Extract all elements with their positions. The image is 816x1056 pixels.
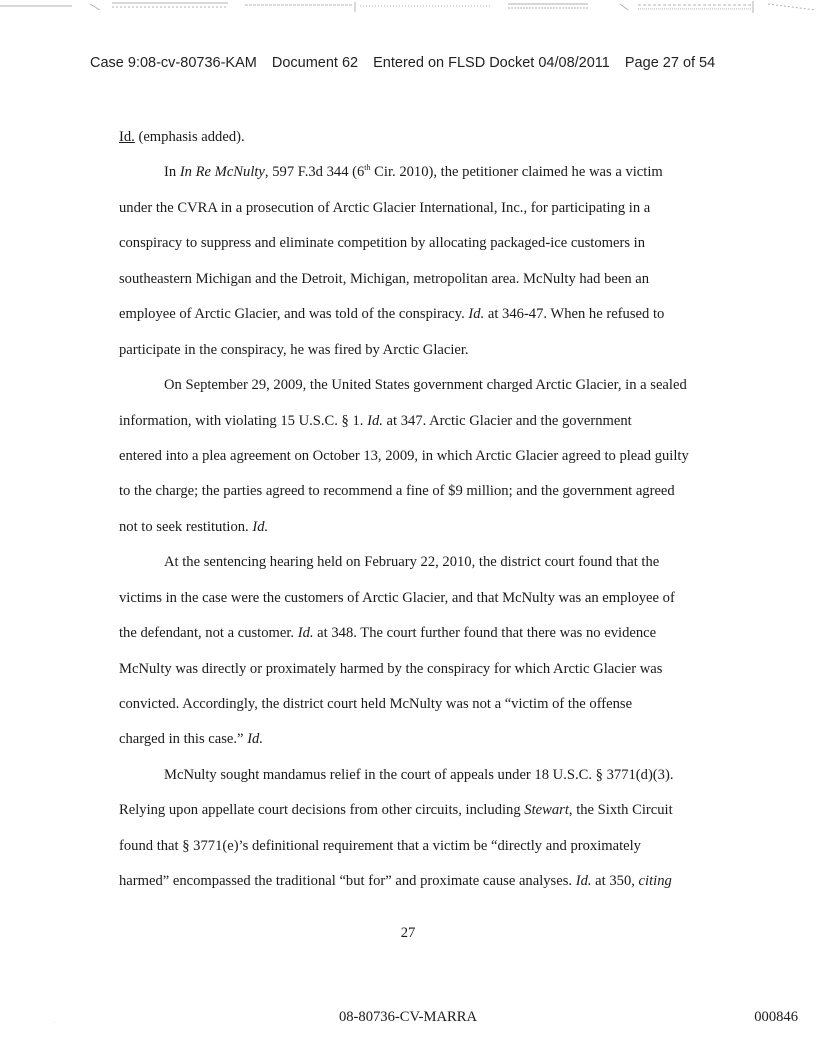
body-text	[119, 120, 709, 900]
citation-text: Id.	[247, 731, 263, 748]
text-segment: On September 29, 2009, the United States government charged Arctic Glacier, in a sealed	[164, 377, 687, 394]
text-line	[119, 581, 709, 616]
page-number: 27	[400, 925, 416, 941]
text-segment: Relying upon appellate court decisions from other circuits, including	[119, 802, 525, 819]
text-line	[119, 793, 709, 828]
text-line	[119, 652, 709, 687]
text-segment: found that § 3771(e)’s definitional requirement that a victim be “directly and proximately	[119, 837, 641, 854]
text-line	[119, 226, 709, 261]
citation-text: Id.	[468, 306, 485, 323]
text-segment: not to seek restitution.	[119, 518, 253, 535]
text-segment: the defendant, not a customer.	[119, 625, 298, 642]
text-line	[119, 333, 709, 368]
citation-text: Id.	[367, 412, 383, 429]
text-segment: at 347. Arctic Glacier and the government	[382, 412, 632, 429]
citation-text: Stewart	[524, 802, 569, 819]
text-line	[119, 155, 709, 190]
text-segment: southeastern Michigan and the Detroit, Michigan, metropolitan area. McNulty had been an	[119, 270, 650, 287]
scan-speck	[54, 1022, 55, 1023]
citation-text: citing	[638, 873, 672, 890]
docket-header	[90, 55, 750, 71]
text-segment: convicted. Accordingly, the district court held McNulty was not a “victim of the offense	[119, 696, 633, 712]
text-segment: Cir. 2010), the petitioner claimed he was a victim	[370, 164, 663, 181]
page-count: Page 27 of 54	[624, 55, 716, 71]
text-line	[119, 297, 709, 332]
text-line	[119, 439, 709, 474]
text-line	[119, 687, 709, 722]
text-segment: , 597 F.3d 344 (6	[264, 164, 365, 181]
text-segment: McNulty sought mandamus relief in the court of appeals under 18 U.S.C. § 3771(d)(3).	[164, 766, 674, 783]
text-segment: under the CVRA in a prosecution of Arctic Glacier International, Inc., for participating in a	[119, 199, 651, 216]
text-line	[119, 120, 709, 155]
text-line	[119, 616, 709, 651]
text-segment: to the charge; the parties agreed to recommend a fine of $9 million; and the government agreed	[119, 483, 675, 500]
text-segment: (emphasis added).	[134, 129, 245, 145]
text-segment: McNulty was directly or proximately harmed by the conspiracy for which Arctic Glacier was	[119, 660, 663, 677]
citation-text: Id.	[297, 625, 314, 642]
text-segment: At the sentencing hearing held on February 22, 2010, the district court found that the	[164, 554, 660, 571]
text-line	[119, 545, 709, 580]
text-segment: at 346-47. When he refused to	[484, 306, 665, 323]
scan-artifact-top	[0, 0, 816, 14]
text-segment: th	[364, 163, 371, 173]
text-line	[119, 404, 709, 439]
text-line	[119, 262, 709, 297]
text-line	[119, 722, 709, 757]
text-line	[119, 191, 709, 226]
text-segment: In	[164, 164, 180, 181]
text-segment: entered into a plea agreement on October 13, 2009, in which Arctic Glacier agreed to plead guilty	[119, 447, 689, 464]
text-line	[119, 758, 709, 793]
text-segment: employee of Arctic Glacier, and was told of the conspiracy.	[119, 306, 469, 323]
text-segment: participate in the conspiracy, he was fired by Arctic Glacier.	[119, 341, 469, 358]
text-line	[119, 864, 709, 899]
text-segment: at 348. The court further found that there was no evidence	[313, 625, 657, 642]
document-number: Document 62	[271, 55, 359, 71]
citation-text: Id.	[119, 129, 135, 145]
footer-bates-number: 000846	[754, 1009, 798, 1025]
text-line	[119, 368, 709, 403]
text-line	[119, 829, 709, 864]
text-segment: charged in this case.”	[119, 731, 248, 748]
text-segment: , the Sixth Circuit	[568, 802, 673, 819]
text-segment: conspiracy to suppress and eliminate competition by allocating packaged-ice customers in	[119, 235, 646, 252]
citation-text: Id.	[575, 873, 592, 890]
case-number: Case 9:08-cv-80736-KAM	[90, 55, 257, 71]
text-segment: harmed” encompassed the traditional “but for” and proximate cause analyses.	[119, 873, 576, 890]
citation-text: In Re McNulty	[179, 164, 265, 181]
docket-entry: Entered on FLSD Docket 04/08/2011	[373, 55, 610, 71]
text-segment: at 350,	[591, 873, 639, 890]
text-line	[119, 510, 709, 545]
text-line	[119, 474, 709, 509]
citation-text: Id.	[252, 518, 269, 535]
text-segment: information, with violating 15 U.S.C. § 1.	[119, 412, 368, 429]
footer-case-label: 08-80736-CV-MARRA	[338, 1009, 478, 1025]
text-segment: victims in the case were the customers of Arctic Glacier, and that McNulty was an employee of	[119, 589, 675, 606]
